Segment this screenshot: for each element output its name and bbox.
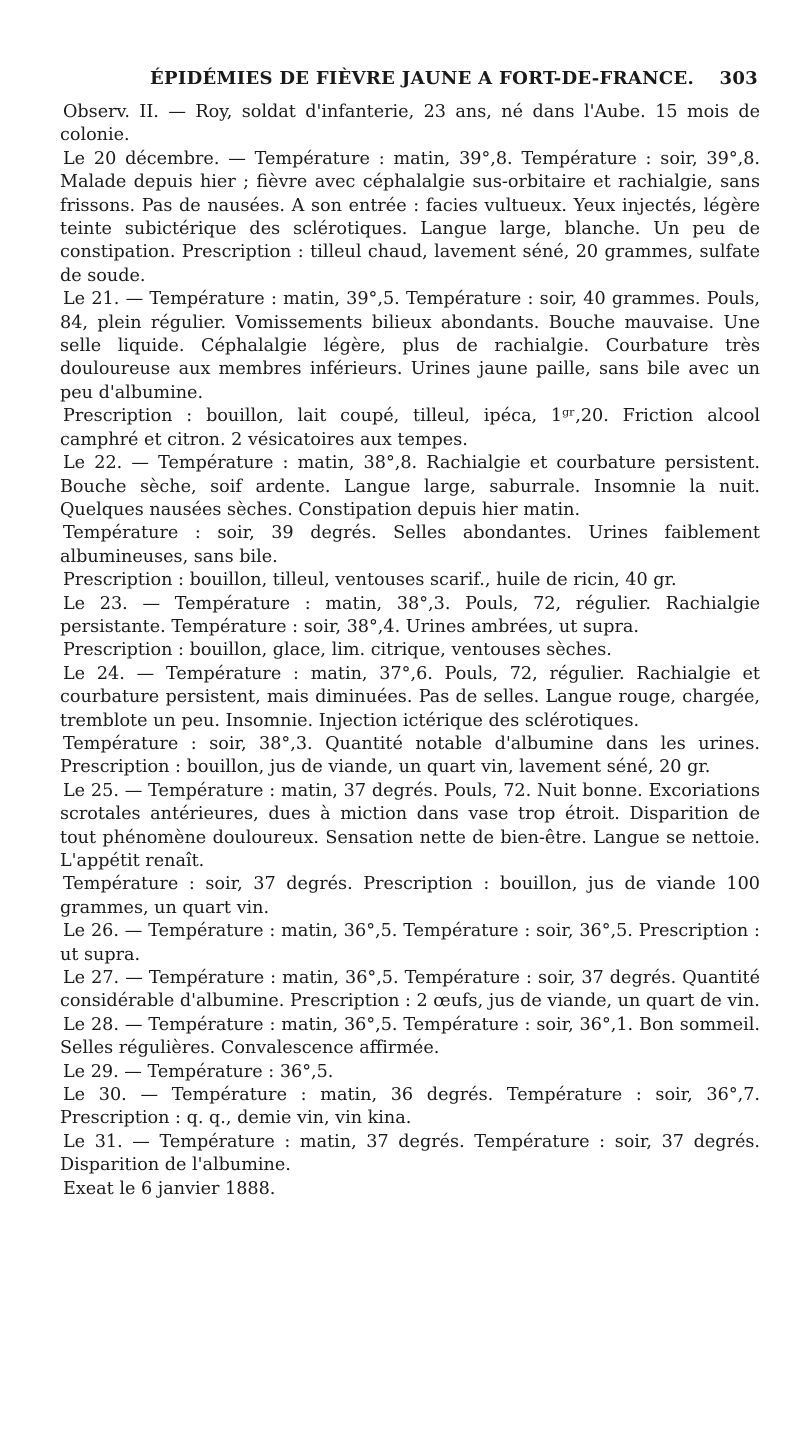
running-header (60, 68, 760, 89)
paragraph: Le 29. — Température : 36°,5. (63, 1061, 334, 1082)
paragraph: Le 31. — Température : matin, 37 degrés. Température : soir, 37 degrés. Disparition de l'albumine. (60, 1131, 760, 1176)
paragraph: Le 22. — Température : matin, 38°,8. Rachialgie et courbature persistent. Bouche sèche, soif ardente. Langue large, saburrale. Insomnie la nuit. Quelques nausées sèches. Constipation depuis hier matin. (60, 453, 760, 520)
paragraph: Le 21. — Température : matin, 39°,5. Température : soir, 40 grammes. Pouls, 84, plein régulier. Vomissements bilieux abondants. Bouche mauvaise. Une selle liquide. Céphalalgie légère, plus de rachialgie. Courbature très douloureuse aux membres inférieurs. Urines jaune paille, sans bile avec un peu d'albumine. (60, 289, 760, 403)
paragraph: Température : soir, 39 degrés. Selles abondantes. Urines faiblement albumineuses, sans bile. (60, 523, 760, 567)
paragraph: Le 27. — Température : matin, 36°,5. Température : soir, 37 degrés. Quantité considérable d'albumine. Prescription : 2 œufs, jus de viande, un quart de vin. (60, 968, 760, 1012)
paragraph: Exeat le 6 janvier 1888. (63, 1178, 276, 1199)
paragraph: Observ. II. — Roy, soldat d'infanterie, 23 ans, né dans l'Aube. 15 mois de colonie. (60, 102, 760, 146)
paragraph: Le 20 décembre. — Température : matin, 39°,8. Température : soir, 39°,8. Malade depuis hier ; fièvre avec céphalalgie sus-orbitaire et rachialgie, sans frissons. Pas de nausées. A son entrée : facies vultueux. Yeux injectés, légère teinte subictérique des sclérotiques. Langue large, blanche. Un peu de constipation. Prescription : tilleul chaud, lavement séné, 20 grammes, sulfate de soude. (60, 148, 760, 286)
paragraph: Prescription : bouillon, tilleul, ventouses scarif., huile de ricin, 40 gr. (63, 570, 677, 591)
paragraph: Le 24. — Température : matin, 37°,6. Pouls, 72, régulier. Rachialgie et courbature persistent, mais diminuées. Pas de selles. Langue rouge, chargée, tremblote un peu. Insomnie. Injection ictérique des sclérotiques. (60, 663, 760, 731)
paragraph: Le 25. — Température : matin, 37 degrés. Pouls, 72. Nuit bonne. Excoriations scrotales antérieures, dues à miction dans vase trop étroit. Disparition de tout phénomène douloureux. Sensation nette de bien-être. Langue se nettoie. L'appétit renaît. (60, 780, 760, 871)
paragraph: Le 28. — Température : matin, 36°,5. Température : soir, 36°,1. Bon sommeil. Selles régulières. Convalescence affirmée. (60, 1014, 760, 1059)
running-title: ÉPIDÉMIES DE FIÈVRE JAUNE A FORT-DE-FRANCE. (150, 68, 695, 89)
paragraph: Le 23. — Température : matin, 38°,3. Pouls, 72, régulier. Rachialgie persistante. Température : soir, 38°,4. Urines ambrées, ut supra. (60, 593, 760, 637)
paragraph: Température : soir, 37 degrés. Prescription : bouillon, jus de viande 100 grammes, un quart vin. (60, 874, 760, 918)
paragraph: Prescription : bouillon, glace, lim. citrique, ventouses sèches. (63, 640, 612, 661)
paragraph: Prescription : bouillon, lait coupé, tilleul, ipéca, 1ᵍʳ,20. Friction alcool camphré et citron. 2 vésicatoires aux tempes. (60, 406, 760, 450)
paragraph: Température : soir, 38°,3. Quantité notable d'albumine dans les urines. Prescription : bouillon, jus de viande, un quart vin, lavement séné, 20 gr. (60, 733, 760, 778)
page-number: 303 (719, 68, 758, 89)
body-text (60, 101, 760, 1201)
paragraph: Le 30. — Température : matin, 36 degrés. Température : soir, 36°,7. Prescription : q. q., demie vin, vin kina. (60, 1085, 760, 1129)
paragraph: Le 26. — Température : matin, 36°,5. Température : soir, 36°,5. Prescription : ut supra. (60, 921, 760, 965)
